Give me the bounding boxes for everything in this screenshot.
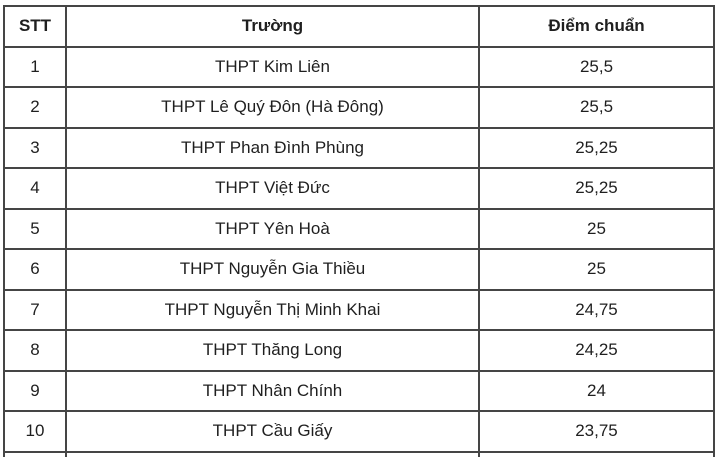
table-row [4,330,714,371]
cell-score: 24,25 [479,330,714,371]
header-row [4,6,714,47]
clipped-cell [479,452,714,457]
cell-school: THPT Yên Hoà [66,209,479,250]
cell-score: 24 [479,371,714,412]
clipped-cell [66,452,479,457]
cell-score: 25,25 [479,168,714,209]
table-row [4,87,714,128]
cell-stt: 7 [4,290,66,331]
cell-school: THPT Nhân Chính [66,371,479,412]
cell-school: THPT Nguyễn Thị Minh Khai [66,290,479,331]
cell-stt: 3 [4,128,66,169]
cell-school: THPT Kim Liên [66,47,479,88]
cell-stt: 9 [4,371,66,412]
cell-score: 23,75 [479,411,714,452]
cell-school: THPT Nguyễn Gia Thiều [66,249,479,290]
cell-school: THPT Phan Đình Phùng [66,128,479,169]
cell-score: 25,25 [479,128,714,169]
cell-stt: 6 [4,249,66,290]
header-school: Trường [66,6,479,47]
table-row [4,371,714,412]
cell-school: THPT Việt Đức [66,168,479,209]
table-row [4,209,714,250]
table-row [4,168,714,209]
cell-stt: 8 [4,330,66,371]
header-score: Điểm chuẩn [479,6,714,47]
cell-stt: 4 [4,168,66,209]
cell-score: 24,75 [479,290,714,331]
cell-stt: 5 [4,209,66,250]
cell-stt: 2 [4,87,66,128]
cell-score: 25,5 [479,47,714,88]
clipped-cell [4,452,66,457]
cell-score: 25,5 [479,87,714,128]
table-row [4,47,714,88]
cell-school: THPT Thăng Long [66,330,479,371]
cell-score: 25 [479,249,714,290]
cell-school: THPT Cầu Giấy [66,411,479,452]
cell-school: THPT Lê Quý Đôn (Hà Đông) [66,87,479,128]
admission-scores-table [3,5,715,457]
table-row [4,290,714,331]
header-stt: STT [4,6,66,47]
cell-stt: 1 [4,47,66,88]
clipped-next-row [4,452,714,457]
cell-stt: 10 [4,411,66,452]
table-row [4,128,714,169]
table-row [4,411,714,452]
cell-score: 25 [479,209,714,250]
table-row [4,249,714,290]
